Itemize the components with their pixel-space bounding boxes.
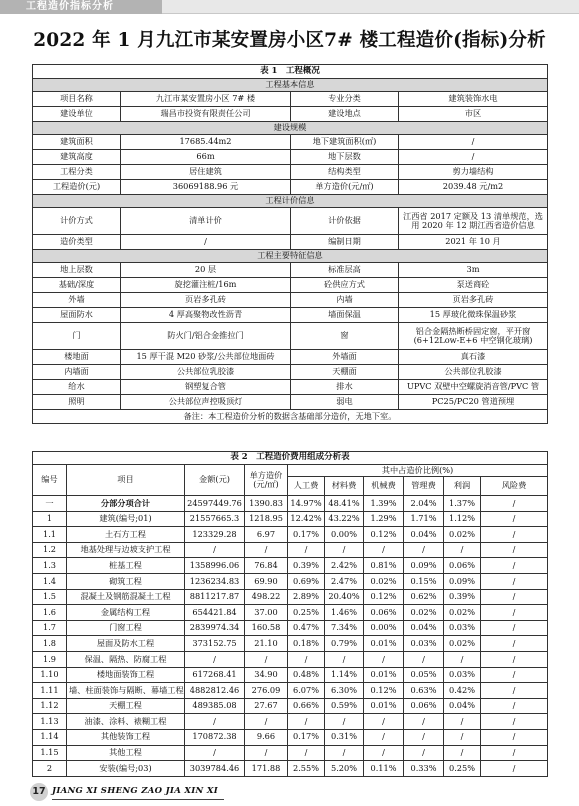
cell-risk: / — [481, 667, 548, 683]
value-door: 防火门/铝合金推拉门 — [121, 323, 291, 350]
cell-machine: 0.81% — [364, 558, 404, 574]
cell-risk: / — [481, 651, 548, 667]
value-ceiling: 公共部位乳胶漆 — [399, 365, 548, 380]
label-door: 门 — [33, 323, 121, 350]
cell-item: 门窗工程 — [67, 620, 185, 636]
cell-no: 1.2 — [33, 542, 67, 558]
value-floors: 20 层 — [121, 263, 291, 278]
cell-amount: 21557665.3 — [185, 511, 245, 527]
cell-item: 金属结构工程 — [67, 605, 185, 621]
cell-labor: 0.17% — [288, 527, 325, 543]
cell-item: 分部分项合计 — [67, 496, 185, 512]
cell-amount: 24597449.76 — [185, 496, 245, 512]
cell-unit: 1218.95 — [245, 511, 288, 527]
header-amount: 金额(元) — [185, 465, 245, 496]
cell-material: 1.14% — [325, 667, 364, 683]
table-row — [33, 496, 548, 512]
cell-machine: 0.11% — [364, 761, 404, 777]
cell-amount: 489385.08 — [185, 698, 245, 714]
value-location: 市区 — [399, 107, 548, 122]
cell-unit: 69.90 — [245, 573, 288, 589]
cell-no: 一 — [33, 496, 67, 512]
cell-risk: / — [481, 620, 548, 636]
cell-unit: 76.84 — [245, 558, 288, 574]
label-water: 给水 — [33, 380, 121, 395]
table-row — [33, 667, 548, 683]
cell-machine: 1.29% — [364, 511, 404, 527]
cell-machine: 0.06% — [364, 605, 404, 621]
project-overview-table — [32, 64, 548, 424]
cell-risk: / — [481, 714, 548, 730]
header-ratio: 其中占造价比例(%) — [288, 465, 548, 477]
cell-labor: 0.66% — [288, 698, 325, 714]
cell-item: 地基处理与边坡支护工程 — [67, 542, 185, 558]
table-row — [33, 745, 548, 761]
cell-material: 2.42% — [325, 558, 364, 574]
cell-labor: / — [288, 714, 325, 730]
value-project-name: 九江市某安置房小区 7# 楼 — [121, 92, 291, 107]
value-date: 2021 年 10 月 — [399, 235, 548, 250]
cell-item: 其他装饰工程 — [67, 729, 185, 745]
cell-material: 0.59% — [325, 698, 364, 714]
table-row — [33, 511, 548, 527]
header-machine: 机械费 — [364, 477, 404, 496]
cell-unit: 276.09 — [245, 683, 288, 699]
value-under-area: / — [399, 135, 548, 150]
label-location: 建设地点 — [291, 107, 399, 122]
label-int-face: 内墙面 — [33, 365, 121, 380]
value-height: 66m — [121, 150, 291, 165]
label-ext-wall: 外墙 — [33, 293, 121, 308]
label-cost-type: 造价类型 — [33, 235, 121, 250]
label-ceiling: 天棚面 — [291, 365, 399, 380]
cell-amount: 2839974.34 — [185, 620, 245, 636]
cell-no: 1.7 — [33, 620, 67, 636]
label-roof: 屋面防水 — [33, 308, 121, 323]
label-foundation: 基础/深度 — [33, 278, 121, 293]
cell-mgmt: / — [404, 745, 444, 761]
value-std-height: 3m — [399, 263, 548, 278]
label-drain: 排水 — [291, 380, 399, 395]
cell-mgmt: 0.04% — [404, 527, 444, 543]
header-material: 材料费 — [325, 477, 364, 496]
cell-machine: 0.12% — [364, 527, 404, 543]
cell-material: 43.22% — [325, 511, 364, 527]
cell-unit: 27.67 — [245, 698, 288, 714]
cell-no: 1.9 — [33, 651, 67, 667]
cell-profit: 0.39% — [444, 589, 481, 605]
cell-amount: 1236234.83 — [185, 573, 245, 589]
value-under-floors: / — [399, 150, 548, 165]
cell-item: 楼地面装饰工程 — [67, 667, 185, 683]
cell-material: 48.41% — [325, 496, 364, 512]
cell-machine: / — [364, 651, 404, 667]
cell-no: 1.1 — [33, 527, 67, 543]
value-foundation: 旋挖灌注桩/16m — [121, 278, 291, 293]
page-footer — [0, 778, 579, 806]
cell-no: 1.5 — [33, 589, 67, 605]
cell-no: 2 — [33, 761, 67, 777]
cell-profit: 0.02% — [444, 636, 481, 652]
cell-profit: / — [444, 542, 481, 558]
cell-profit: 1.37% — [444, 496, 481, 512]
cell-profit: 0.03% — [444, 620, 481, 636]
cell-labor: 2.55% — [288, 761, 325, 777]
label-floor: 楼地面 — [33, 350, 121, 365]
page-number: 17 — [30, 783, 48, 801]
value-int-face: 公共部位乳胶漆 — [121, 365, 291, 380]
label-owner: 建设单位 — [33, 107, 121, 122]
cell-labor: 0.39% — [288, 558, 325, 574]
value-weak: PC25/PC20 管道预埋 — [399, 395, 548, 410]
cell-risk: / — [481, 558, 548, 574]
section-pricing: 工程计价信息 — [33, 195, 548, 208]
cell-labor: 0.18% — [288, 636, 325, 652]
header-risk: 风险费 — [481, 477, 548, 496]
value-unit-cost: 2039.48 元/m2 — [399, 180, 548, 195]
cell-no: 1.12 — [33, 698, 67, 714]
cell-amount: 4882812.46 — [185, 683, 245, 699]
cell-profit: / — [444, 745, 481, 761]
cell-material: 1.46% — [325, 605, 364, 621]
value-light: 公共部位声控吸顶灯 — [121, 395, 291, 410]
cell-amount: / — [185, 542, 245, 558]
cell-mgmt: 0.62% — [404, 589, 444, 605]
value-category: 居住建筑 — [121, 165, 291, 180]
cell-risk: / — [481, 745, 548, 761]
cell-item: 保温、隔热、防腐工程 — [67, 651, 185, 667]
cell-machine: 1.39% — [364, 496, 404, 512]
cell-item: 油漆、涂料、裱糊工程 — [67, 714, 185, 730]
cell-profit: 1.12% — [444, 511, 481, 527]
cell-labor: 2.89% — [288, 589, 325, 605]
cell-material: 6.30% — [325, 683, 364, 699]
label-category: 工程分类 — [33, 165, 121, 180]
cell-amount: 617268.41 — [185, 667, 245, 683]
value-roof: 4 厚高聚物改性沥青 — [121, 308, 291, 323]
cell-unit: / — [245, 542, 288, 558]
cell-unit: 160.58 — [245, 620, 288, 636]
cell-no: 1.11 — [33, 683, 67, 699]
cell-mgmt: / — [404, 729, 444, 745]
cell-labor: 0.47% — [288, 620, 325, 636]
cell-mgmt: 0.06% — [404, 698, 444, 714]
value-basis: 江西省 2017 定额及 13 清单规范，选用 2020 年 12 期江西省造价信息 — [399, 208, 548, 235]
table-row — [33, 714, 548, 730]
label-cost: 工程造价(元) — [33, 180, 121, 195]
cell-profit: 0.02% — [444, 527, 481, 543]
cell-mgmt: / — [404, 714, 444, 730]
cell-no: 1.4 — [33, 573, 67, 589]
value-cost: 36069188.96 元 — [121, 180, 291, 195]
cell-unit: 6.97 — [245, 527, 288, 543]
cell-profit: 0.06% — [444, 558, 481, 574]
cell-unit: 1390.83 — [245, 496, 288, 512]
cell-mgmt: 0.15% — [404, 573, 444, 589]
table-row — [33, 761, 548, 777]
cell-material: 0.79% — [325, 636, 364, 652]
label-light: 照明 — [33, 395, 121, 410]
cell-material: / — [325, 714, 364, 730]
cell-material: 20.40% — [325, 589, 364, 605]
cell-profit: / — [444, 729, 481, 745]
cell-profit: 0.42% — [444, 683, 481, 699]
cell-unit: / — [245, 714, 288, 730]
cell-material: 0.31% — [325, 729, 364, 745]
value-area: 17685.44m2 — [121, 135, 291, 150]
cell-labor: 6.07% — [288, 683, 325, 699]
cell-mgmt: 0.03% — [404, 636, 444, 652]
header-no: 编号 — [33, 465, 67, 496]
cell-labor: 0.17% — [288, 729, 325, 745]
cell-mgmt: 0.04% — [404, 620, 444, 636]
cell-profit: 0.25% — [444, 761, 481, 777]
label-unit-cost: 单方造价(元/㎡) — [291, 180, 399, 195]
cell-mgmt: 1.71% — [404, 511, 444, 527]
cell-profit: / — [444, 714, 481, 730]
cell-risk: / — [481, 527, 548, 543]
cost-composition-table — [32, 451, 548, 777]
cell-profit: 0.02% — [444, 605, 481, 621]
value-owner: 瑞昌市投资有限责任公司 — [121, 107, 291, 122]
label-date: 编制日期 — [291, 235, 399, 250]
value-method: 清单计价 — [121, 208, 291, 235]
value-ext-face: 真石漆 — [399, 350, 548, 365]
label-concrete: 砼供应方式 — [291, 278, 399, 293]
table-row — [33, 542, 548, 558]
header-bar — [0, 0, 579, 14]
cell-unit: 37.00 — [245, 605, 288, 621]
header-labor: 人工费 — [288, 477, 325, 496]
cell-no: 1.6 — [33, 605, 67, 621]
value-concrete: 泵送商砼 — [399, 278, 548, 293]
table1-note: 备注：本工程造价分析的数据含基础部分造价，无地下室。 — [33, 410, 548, 424]
cell-mgmt: 0.63% — [404, 683, 444, 699]
cell-no: 1.15 — [33, 745, 67, 761]
cell-material: / — [325, 542, 364, 558]
cell-item: 墙、柱面装饰与隔断、幕墙工程 — [67, 683, 185, 699]
cost-table-body — [33, 496, 548, 777]
cell-mgmt: 0.02% — [404, 605, 444, 621]
header-item: 项目 — [67, 465, 185, 496]
cell-labor: / — [288, 542, 325, 558]
cell-item: 桩基工程 — [67, 558, 185, 574]
cell-no: 1.10 — [33, 667, 67, 683]
page-title: 2022 年 1 月九江市某安置房小区7# 楼工程造价(指标)分析 — [33, 30, 546, 51]
cell-mgmt: / — [404, 542, 444, 558]
cell-item: 其他工程 — [67, 745, 185, 761]
cell-machine: 0.01% — [364, 636, 404, 652]
cell-amount: / — [185, 714, 245, 730]
label-int-wall: 内墙 — [291, 293, 399, 308]
cell-unit: / — [245, 745, 288, 761]
cell-item: 建筑(编号;01) — [67, 511, 185, 527]
cell-risk: / — [481, 605, 548, 621]
table-row — [33, 527, 548, 543]
cell-profit: 0.03% — [444, 667, 481, 683]
header-profit: 利润 — [444, 477, 481, 496]
cell-amount: 654421.84 — [185, 605, 245, 621]
cell-mgmt: 0.05% — [404, 667, 444, 683]
value-int-wall: 页岩多孔砖 — [399, 293, 548, 308]
label-floors: 地上层数 — [33, 263, 121, 278]
cell-unit: / — [245, 651, 288, 667]
label-under-area: 地下建筑面积(㎡) — [291, 135, 399, 150]
table-row — [33, 620, 548, 636]
cell-machine: 0.00% — [364, 620, 404, 636]
cell-machine: 0.01% — [364, 667, 404, 683]
label-ext-face: 外墙面 — [291, 350, 399, 365]
cell-mgmt: 0.09% — [404, 558, 444, 574]
cell-risk: / — [481, 636, 548, 652]
cell-item: 屋面及防水工程 — [67, 636, 185, 652]
cell-risk: / — [481, 683, 548, 699]
value-drain: UPVC 双壁中空螺旋消音管/PVC 管 — [399, 380, 548, 395]
header-mgmt: 管理费 — [404, 477, 444, 496]
table-row — [33, 698, 548, 714]
cell-no: 1 — [33, 511, 67, 527]
cell-risk: / — [481, 511, 548, 527]
value-floor: 15 厚干混 M20 砂浆/公共部位地面砖 — [121, 350, 291, 365]
label-under-floors: 地下层数 — [291, 150, 399, 165]
cell-no: 1.3 — [33, 558, 67, 574]
cell-labor: / — [288, 745, 325, 761]
cell-unit: 171.88 — [245, 761, 288, 777]
cell-machine: / — [364, 729, 404, 745]
table-row — [33, 729, 548, 745]
cell-amount: / — [185, 745, 245, 761]
section-basic-info: 工程基本信息 — [33, 79, 548, 92]
cell-material: 2.47% — [325, 573, 364, 589]
cell-labor: 12.42% — [288, 511, 325, 527]
cell-amount: 123329.28 — [185, 527, 245, 543]
value-insul: 15 厚玻化微珠保温砂浆 — [399, 308, 548, 323]
cell-labor: 14.97% — [288, 496, 325, 512]
cell-machine: / — [364, 714, 404, 730]
cell-unit: 34.90 — [245, 667, 288, 683]
cell-material: / — [325, 651, 364, 667]
label-insul: 墙面保温 — [291, 308, 399, 323]
cell-labor: 0.69% — [288, 573, 325, 589]
cell-material: 7.34% — [325, 620, 364, 636]
cell-risk: / — [481, 542, 548, 558]
cell-item: 砌筑工程 — [67, 573, 185, 589]
cell-machine: / — [364, 542, 404, 558]
cell-item: 混凝土及钢筋混凝土工程 — [67, 589, 185, 605]
label-method: 计价方式 — [33, 208, 121, 235]
section-scale: 建设规模 — [33, 122, 548, 135]
label-structure: 结构类型 — [291, 165, 399, 180]
label-area: 建筑面积 — [33, 135, 121, 150]
table2-caption: 表 2 工程造价费用组成分析表 — [33, 452, 548, 465]
cell-unit: 21.10 — [245, 636, 288, 652]
value-specialty: 建筑装饰水电 — [399, 92, 548, 107]
cell-item: 天棚工程 — [67, 698, 185, 714]
cell-mgmt: 0.33% — [404, 761, 444, 777]
label-height: 建筑高度 — [33, 150, 121, 165]
cell-risk: / — [481, 589, 548, 605]
cell-labor: / — [288, 651, 325, 667]
table-row — [33, 573, 548, 589]
label-project-name: 项目名称 — [33, 92, 121, 107]
cell-unit: 498.22 — [245, 589, 288, 605]
cell-risk: / — [481, 729, 548, 745]
table-row — [33, 683, 548, 699]
cell-item: 安装(编号;03) — [67, 761, 185, 777]
cell-amount: 373152.75 — [185, 636, 245, 652]
value-water: 钢塑复合管 — [121, 380, 291, 395]
cell-profit: 0.09% — [444, 573, 481, 589]
cell-profit: 0.04% — [444, 698, 481, 714]
value-structure: 剪力墙结构 — [399, 165, 548, 180]
label-weak: 弱电 — [291, 395, 399, 410]
cell-no: 1.13 — [33, 714, 67, 730]
cell-amount: 8811217.87 — [185, 589, 245, 605]
table-row — [33, 651, 548, 667]
cell-no: 1.8 — [33, 636, 67, 652]
value-ext-wall: 页岩多孔砖 — [121, 293, 291, 308]
cell-risk: / — [481, 496, 548, 512]
cell-machine: 0.12% — [364, 589, 404, 605]
cell-amount: 170872.38 — [185, 729, 245, 745]
cell-material: 0.00% — [325, 527, 364, 543]
cell-amount: 3039784.46 — [185, 761, 245, 777]
section-features: 工程主要特征信息 — [33, 250, 548, 263]
cell-mgmt: / — [404, 651, 444, 667]
footer-rule — [52, 799, 224, 800]
cell-machine: / — [364, 745, 404, 761]
cell-item: 土石方工程 — [67, 527, 185, 543]
cell-no: 1.14 — [33, 729, 67, 745]
cell-risk: / — [481, 698, 548, 714]
section-tag: 工程造价指标分析 — [0, 0, 162, 14]
label-std-height: 标准层高 — [291, 263, 399, 278]
cell-mgmt: 2.04% — [404, 496, 444, 512]
cell-labor: 0.48% — [288, 667, 325, 683]
table-row — [33, 558, 548, 574]
cell-profit: / — [444, 651, 481, 667]
table-row — [33, 636, 548, 652]
cell-risk: / — [481, 573, 548, 589]
cell-machine: 0.02% — [364, 573, 404, 589]
label-window: 窗 — [291, 323, 399, 350]
journal-name: JIANG XI SHENG ZAO JIA XIN XI — [52, 786, 219, 796]
cell-machine: 0.01% — [364, 698, 404, 714]
label-basis: 计价依据 — [291, 208, 399, 235]
cell-machine: 0.12% — [364, 683, 404, 699]
value-cost-type: / — [121, 235, 291, 250]
table1-caption: 表 1 工程概况 — [33, 65, 548, 79]
value-window: 铝合金隔热断桥固定窗，平开窗(6+12Low-E+6 中空钢化玻璃) — [399, 323, 548, 350]
cell-material: 5.20% — [325, 761, 364, 777]
cell-amount: / — [185, 651, 245, 667]
label-specialty: 专业分类 — [291, 92, 399, 107]
cell-unit: 9.66 — [245, 729, 288, 745]
cell-amount: 1358996.06 — [185, 558, 245, 574]
table-row — [33, 605, 548, 621]
cell-risk: / — [481, 761, 548, 777]
cell-material: / — [325, 745, 364, 761]
header-unit-cost: 单方造价(元/㎡) — [245, 465, 288, 496]
table-row — [33, 589, 548, 605]
cell-labor: 0.25% — [288, 605, 325, 621]
